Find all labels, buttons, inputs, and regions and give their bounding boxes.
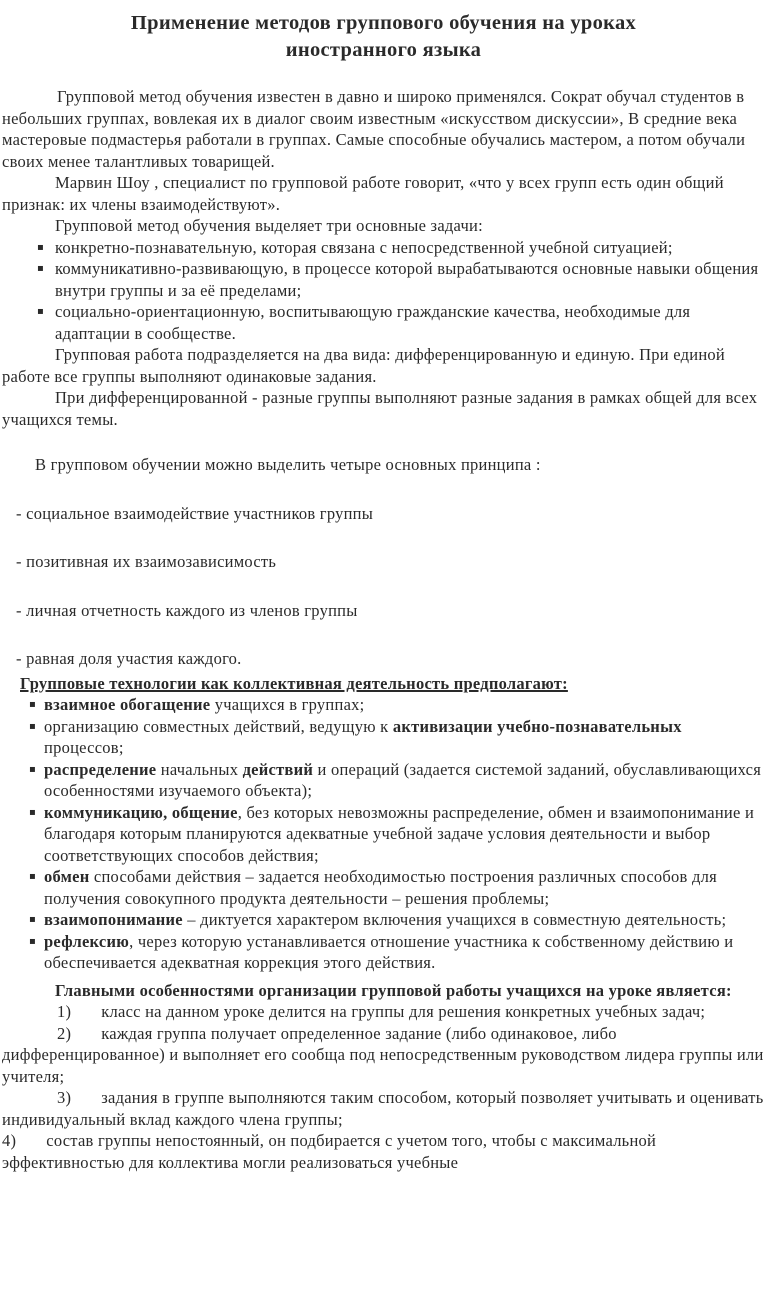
bullet-item: [2, 909, 765, 931]
paragraph: [2, 86, 765, 172]
text-run: распределение: [44, 759, 157, 779]
numbered-item: [2, 1023, 765, 1088]
text-run: Групповой метод обучения выделяет три основные задачи:: [55, 216, 483, 235]
numbered-item: [2, 1130, 765, 1173]
bullet-item: [2, 931, 765, 974]
text-run: активизации учебно-познавательных: [392, 716, 682, 736]
paragraph: [2, 172, 765, 215]
text-run: – диктуется характером включения учащихся в совместную деятельность;: [182, 910, 727, 929]
dash-principle-line: [2, 648, 765, 670]
text-run: взаимопонимание: [44, 910, 183, 929]
text-run: рефлексию: [44, 931, 130, 951]
bullet-icon: ▪: [37, 263, 45, 274]
bullet-icon: ▪: [29, 914, 37, 925]
text-run: - социальное взаимодействие участников группы: [16, 503, 374, 523]
text-run: начальных: [156, 759, 243, 779]
text-run: Главными особенностями организации групповой работы учащихся на уроке является:: [55, 980, 732, 1000]
text-run: Групповые технологии как коллективная деятельность предполагают:: [20, 673, 568, 693]
item-number: 4): [2, 1131, 17, 1150]
bullet-item: [2, 866, 765, 909]
bullet-item: [2, 237, 765, 259]
bullet-icon: ▪: [37, 306, 45, 317]
bullet-icon: ▪: [29, 720, 37, 732]
bullet-item: [2, 759, 765, 802]
text-run: действий: [242, 759, 314, 779]
text-run: организацию совместных действий, ведущую к: [44, 716, 393, 736]
text-run: процессов;: [44, 738, 124, 757]
bullet-icon: ▪: [29, 935, 37, 947]
text-run: Марвин Шоу , специалист по групповой работе говорит, «что у всех групп есть один общий признак: их члены взаимодействуют».: [2, 173, 724, 214]
bullet-item: [2, 301, 765, 344]
bold-paragraph: [2, 980, 765, 1002]
bullet-icon: ▪: [29, 763, 37, 775]
text-run: коммуникативно-развивающую, в процессе которой вырабатываются основные навыки общения внутри группы и за её пределами;: [55, 259, 759, 300]
item-number: 3): [57, 1088, 72, 1107]
text-run: , через которую устанавливается отношение участника к собственному действию и обеспечивается адекватная коррекция этого действия.: [44, 931, 734, 972]
text-run: Групповая работа подразделяется на два вида: дифференцированную и единую. При единой работе все группы выполняют одинаковые задания.: [2, 345, 725, 386]
document-body: [2, 86, 765, 1173]
section-heading: [2, 673, 765, 695]
text-run: состав группы непостоянный, он подбирается с учетом того, чтобы с максимальной эффективностью для коллектива могли реализоваться учебные: [2, 1131, 657, 1172]
dash-principle-line: [2, 551, 765, 573]
text-run: Групповой метод обучения известен в давно и широко применялся. Сократ обучал студентов в небольших группах, вовлекая их в диалог своим известным «искусством дискуссии», В средние века мастеровые подмастерья работали в группах. Самые способные обучались мастером, а потом обучали своих менее талантливых товарищей.: [2, 87, 746, 171]
text-run: При дифференцированной - разные группы выполняют разные задания в рамках общей для всех учащихся темы.: [2, 388, 758, 429]
document-title-line: Применение методов группового обучения на уроках: [130, 12, 637, 34]
item-number: 2): [57, 1023, 72, 1043]
text-run: , без которых невозможны распределение, обмен и взаимопонимание и благодаря которым планируются адекватные учебной задаче условия деятельности и выбор соответствующих способов действия;: [44, 802, 755, 865]
bullet-item: [2, 258, 765, 301]
text-run: - равная доля участия каждого.: [16, 649, 242, 668]
paragraph: [2, 215, 765, 237]
text-run: класс на данном уроке делится на группы для решения конкретных учебных задач;: [101, 1002, 706, 1021]
text-run: задания в группе выполняются таким способом, который позволяет учитывать и оценивать индивидуальный вклад каждого члена группы;: [2, 1088, 764, 1129]
dash-principle-line: [2, 600, 765, 622]
text-run: - личная отчетность каждого из членов группы: [16, 600, 358, 620]
bullet-icon: ▪: [29, 871, 37, 882]
document-title-line: иностранного языка: [285, 39, 482, 61]
text-run: - позитивная их взаимозависимость: [16, 552, 277, 571]
numbered-item: [2, 1087, 765, 1130]
document-title: [2, 10, 765, 64]
text-run: учащихся в группах;: [210, 695, 365, 714]
bullet-icon: ▪: [29, 806, 37, 818]
paragraph: [2, 344, 765, 387]
text-run: взаимное обогащение: [44, 695, 211, 714]
bullet-item: [2, 802, 765, 867]
bullet-icon: ▪: [37, 241, 45, 253]
text-run: коммуникацию, общение: [44, 802, 238, 822]
text-run: и операций (задается системой заданий, обуславливающихся особенностями изучаемого объекта);: [44, 759, 762, 800]
text-run: В групповом обучении можно выделить четыре основных принципа :: [35, 455, 541, 474]
paragraph: [2, 454, 765, 476]
text-run: каждая группа получает определенное задание (либо одинаковое, либо дифференцированное) и выполняет его сообща под непосредственным руководством лидера группы или учителя;: [2, 1023, 764, 1086]
bullet-item: [2, 694, 765, 716]
text-run: способами действия – задается необходимостью построения различных способов для получения совокупного продукта деятельности – решения проблемы;: [44, 867, 717, 908]
dash-principle-line: [2, 503, 765, 525]
item-number: 1): [57, 1002, 72, 1021]
text-run: конкретно-познавательную, которая связана с непосредственной учебной ситуацией;: [55, 237, 673, 257]
bullet-item: [2, 716, 765, 759]
numbered-item: [2, 1001, 765, 1023]
bullet-icon: ▪: [29, 699, 37, 710]
paragraph: [2, 387, 765, 430]
text-run: социально-ориентационную, воспитывающую гражданские качества, необходимые для адаптации в сообществе.: [55, 302, 691, 343]
text-run: обмен: [44, 867, 90, 886]
